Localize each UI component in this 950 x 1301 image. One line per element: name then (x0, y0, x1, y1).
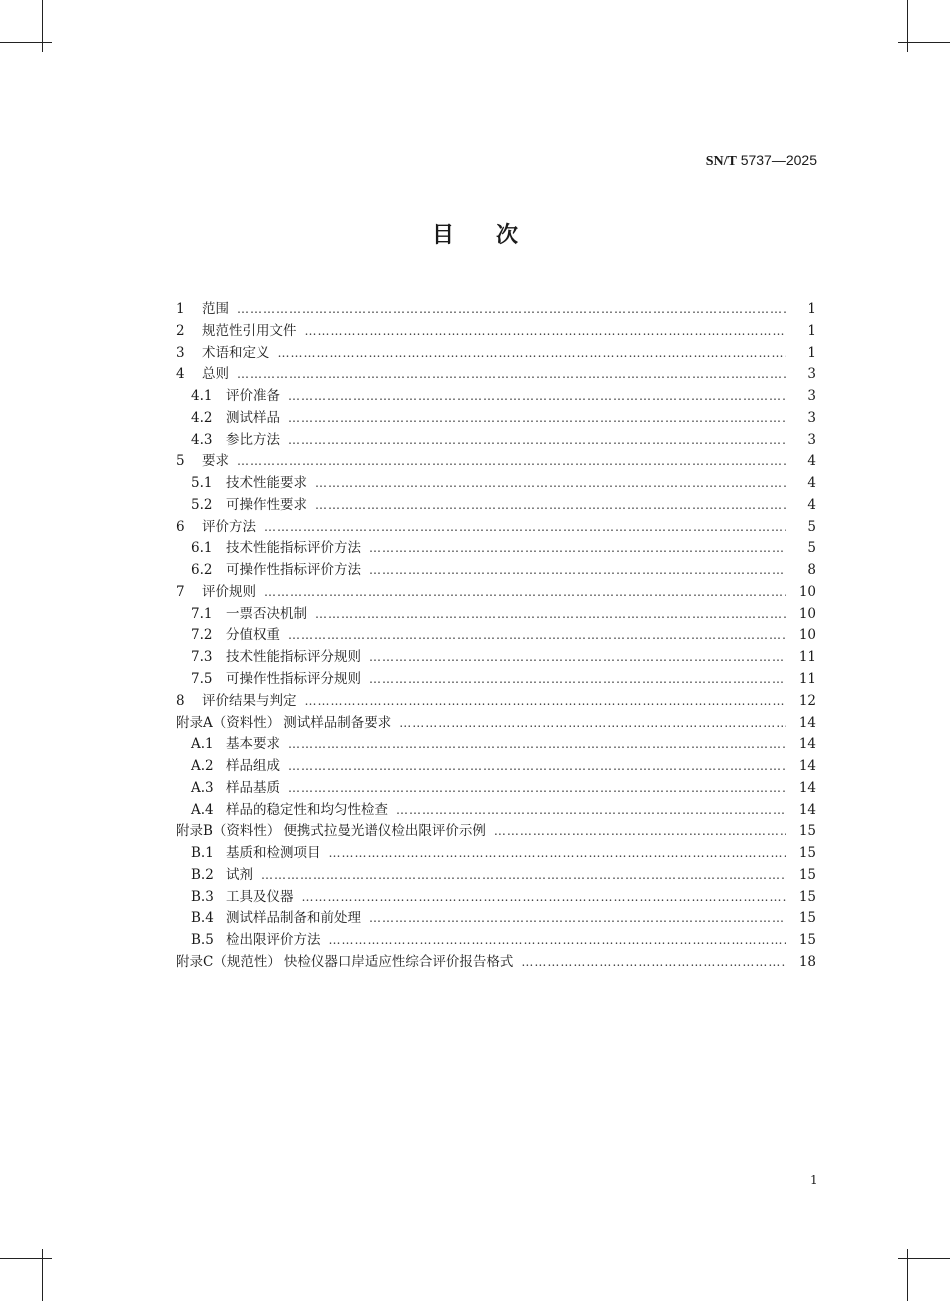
toc-entry-title: 技术性能指标评价方法 (226, 540, 361, 557)
toc-dot-leader (315, 476, 786, 490)
toc-entry-page: 15 (798, 888, 816, 905)
toc-entry-number: 4.2 (191, 409, 213, 426)
toc-entry-number: 8 (176, 692, 185, 709)
toc-dot-leader (288, 737, 786, 751)
toc-entry[interactable] (176, 384, 816, 406)
toc-entry[interactable] (176, 841, 816, 863)
toc-dot-leader (237, 302, 786, 316)
toc-dot-leader (237, 367, 786, 381)
toc-entry-page: 11 (798, 649, 816, 666)
toc-dot-leader (494, 824, 786, 838)
toc-entry[interactable] (176, 776, 816, 798)
toc-entry-title: 分值权重 (226, 627, 280, 644)
toc-entry-number: B.5 (191, 932, 214, 949)
toc-dot-leader (237, 454, 786, 468)
toc-entry-number: A.4 (191, 801, 214, 818)
toc-dot-leader (264, 585, 786, 599)
toc-entry-page: 4 (807, 453, 816, 470)
toc-entry-number: 附录C（规范性） (176, 953, 281, 970)
crop-mark-bottom-right (898, 1258, 950, 1259)
toc-entry-number: A.2 (191, 758, 214, 775)
toc-entry-title: 样品基质 (226, 779, 280, 796)
toc-entry-title: 评价结果与判定 (202, 692, 297, 709)
toc-entry[interactable] (176, 623, 816, 645)
toc-entry-page: 14 (798, 736, 816, 753)
toc-entry-page: 15 (798, 823, 816, 840)
toc-dot-leader (329, 933, 787, 947)
toc-dot-leader (261, 868, 786, 882)
toc-entry[interactable] (176, 928, 816, 950)
toc-entry[interactable] (176, 645, 816, 667)
toc-entry-page: 10 (798, 583, 816, 600)
toc-entry[interactable] (176, 536, 816, 558)
toc-entry-title: 总则 (202, 366, 229, 383)
standard-code (706, 152, 817, 170)
toc-entry-page: 14 (798, 779, 816, 796)
toc-entry-page: 5 (807, 540, 816, 557)
toc-entry-title: 便携式拉曼光谱仪检出限评价示例 (283, 823, 486, 840)
toc-entry-number: A.1 (191, 736, 214, 753)
toc-entry-page: 15 (798, 866, 816, 883)
toc-entry[interactable] (176, 689, 816, 711)
toc-dot-leader (315, 498, 786, 512)
toc-entry-page: 4 (807, 475, 816, 492)
toc-entry[interactable] (176, 515, 816, 537)
toc-entry[interactable] (176, 449, 816, 471)
toc-entry-title: 参比方法 (226, 431, 280, 448)
toc-entry-number: B.1 (191, 845, 214, 862)
toc-dot-leader (264, 520, 786, 534)
toc-entry-title: 样品组成 (226, 758, 280, 775)
toc-dot-leader (369, 541, 786, 555)
toc-entry-page: 4 (807, 496, 816, 513)
toc-dot-leader (369, 911, 786, 925)
crop-mark-top-right (898, 42, 950, 43)
toc-entry-number: 6 (176, 518, 185, 535)
toc-entry-page: 5 (807, 518, 816, 535)
toc-entry[interactable] (176, 319, 816, 341)
toc-entry-page: 14 (798, 714, 816, 731)
toc-dot-leader (288, 628, 786, 642)
toc-entry[interactable] (176, 732, 816, 754)
toc-entry-title: 试剂 (226, 866, 253, 883)
toc-entry-number: 7.1 (191, 605, 213, 622)
crop-mark-top-left (0, 42, 52, 43)
toc-entry[interactable] (176, 580, 816, 602)
toc-dot-leader (288, 759, 786, 773)
toc-entry-number: B.3 (191, 888, 214, 905)
toc-entry-title: 范围 (202, 301, 229, 317)
standard-code-number: 5737—2025 (740, 152, 817, 168)
toc-entry-page: 1 (807, 344, 816, 361)
toc-entry[interactable] (176, 885, 816, 907)
toc-entry-page: 12 (798, 692, 816, 709)
toc-entry[interactable] (176, 341, 816, 363)
toc-entry[interactable] (176, 798, 816, 820)
toc-entry-number: 1 (176, 301, 185, 317)
toc-entry[interactable] (176, 950, 816, 972)
toc-entry-number: 4.3 (191, 431, 213, 448)
toc-entry-number: 5.2 (191, 496, 213, 513)
toc-entry-page: 10 (798, 605, 816, 622)
toc-entry[interactable] (176, 711, 816, 733)
toc-entry-page: 15 (798, 932, 816, 949)
toc-entry[interactable] (176, 819, 816, 841)
crop-mark-top-left (42, 0, 43, 52)
page-title: 目次 (431, 223, 560, 248)
toc-entry-page: 15 (798, 910, 816, 927)
toc-entry-title: 测试样品制备要求 (283, 714, 392, 731)
toc-entry-number: 7.5 (191, 671, 213, 688)
crop-mark-top-right (907, 0, 908, 52)
toc-entry-title: 工具及仪器 (226, 888, 294, 905)
table-of-contents (176, 297, 816, 972)
toc-dot-leader (369, 650, 786, 664)
toc-entry-page: 3 (807, 409, 816, 426)
toc-entry-number: 2 (176, 322, 185, 339)
standard-code-prefix: SN/T (705, 154, 737, 169)
toc-entry-number: 6.1 (191, 540, 213, 557)
toc-dot-leader (369, 672, 786, 686)
toc-dot-leader (302, 890, 787, 904)
toc-entry-number: 5.1 (191, 475, 213, 492)
toc-entry-page: 10 (798, 627, 816, 644)
toc-entry-title: 测试样品制备和前处理 (226, 910, 361, 927)
toc-entry[interactable] (176, 406, 816, 428)
toc-dot-leader (369, 563, 786, 577)
toc-entry-page: 15 (798, 845, 816, 862)
toc-entry-title: 评价方法 (202, 518, 256, 535)
toc-dot-leader (288, 389, 786, 403)
toc-entry[interactable] (176, 667, 816, 689)
crop-mark-bottom-right (907, 1249, 908, 1301)
toc-dot-leader (399, 716, 786, 730)
toc-entry[interactable] (176, 558, 816, 580)
toc-entry-number: 5 (176, 453, 185, 470)
toc-dot-leader (521, 955, 786, 969)
toc-entry-title: 基质和检测项目 (226, 845, 321, 862)
toc-entry-page: 14 (798, 801, 816, 818)
toc-entry-title: 可操作性要求 (226, 496, 307, 513)
toc-entry-number: B.2 (191, 866, 214, 883)
toc-dot-leader (278, 346, 787, 360)
toc-entry-page: 3 (807, 366, 816, 383)
toc-entry-title: 术语和定义 (202, 344, 270, 361)
toc-entry[interactable] (176, 906, 816, 928)
toc-entry-number: 7 (176, 583, 185, 600)
toc-entry-title: 一票否决机制 (226, 605, 307, 622)
toc-entry-page: 18 (798, 953, 816, 970)
crop-mark-bottom-left (0, 1258, 52, 1259)
toc-entry-number: 附录A（资料性） (176, 714, 281, 731)
toc-entry-number: B.4 (191, 910, 214, 927)
toc-entry-page: 14 (798, 758, 816, 775)
toc-entry-title: 技术性能指标评分规则 (226, 649, 361, 666)
page-number: 1 (810, 1173, 818, 1187)
toc-entry-title: 评价规则 (202, 583, 256, 600)
toc-entry[interactable] (176, 471, 816, 493)
toc-entry[interactable] (176, 602, 816, 624)
toc-entry-number: 6.2 (191, 562, 213, 579)
toc-entry[interactable] (176, 362, 816, 384)
toc-entry[interactable] (176, 863, 816, 885)
toc-dot-leader (288, 781, 786, 795)
toc-dot-leader (288, 411, 786, 425)
crop-mark-bottom-left (42, 1249, 43, 1301)
toc-entry-title: 可操作性指标评分规则 (226, 671, 361, 688)
toc-entry-title: 技术性能要求 (226, 475, 307, 492)
toc-entry-title: 评价准备 (226, 388, 280, 405)
toc-dot-leader (288, 433, 786, 447)
toc-entry-number: 附录B（资料性） (176, 823, 281, 840)
toc-entry[interactable] (176, 493, 816, 515)
toc-entry-title: 要求 (202, 453, 229, 470)
toc-entry-number: 7.2 (191, 627, 213, 644)
toc-entry-page: 3 (807, 388, 816, 405)
toc-entry[interactable] (176, 754, 816, 776)
toc-entry[interactable] (176, 297, 816, 319)
toc-entry-title: 快检仪器口岸适应性综合评价报告格式 (283, 953, 514, 970)
toc-entry-number: 4.1 (191, 388, 213, 405)
toc-entry-page: 8 (807, 562, 816, 579)
toc-entry-number: A.3 (191, 779, 214, 796)
toc-entry-number: 7.3 (191, 649, 213, 666)
toc-entry-title: 可操作性指标评价方法 (226, 562, 361, 579)
toc-dot-leader (329, 846, 787, 860)
toc-dot-leader (305, 324, 787, 338)
toc-entry-title: 检出限评价方法 (226, 932, 321, 949)
toc-entry-page: 11 (798, 671, 816, 688)
toc-entry-title: 规范性引用文件 (202, 322, 297, 339)
toc-entry-page: 1 (807, 322, 816, 339)
toc-entry-title: 样品的稳定性和均匀性检查 (226, 801, 388, 818)
toc-entry-title: 测试样品 (226, 409, 280, 426)
toc-entry[interactable] (176, 428, 816, 450)
toc-dot-leader (315, 607, 786, 621)
toc-dot-leader (305, 694, 787, 708)
toc-entry-number: 3 (176, 344, 185, 361)
toc-entry-number: 4 (176, 366, 185, 383)
toc-dot-leader (396, 803, 786, 817)
toc-entry-page: 3 (807, 431, 816, 448)
toc-entry-page: 1 (807, 301, 816, 317)
toc-entry-title: 基本要求 (226, 736, 280, 753)
